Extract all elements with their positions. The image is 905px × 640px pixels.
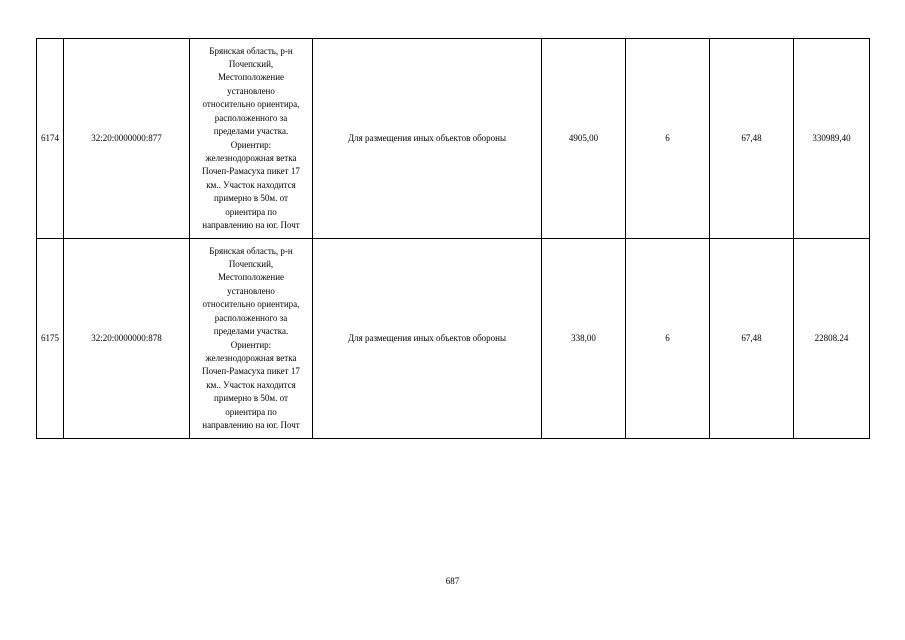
land-purpose: Для размещения иных объектов обороны <box>313 239 542 439</box>
address-line: Ориентир: <box>230 339 272 350</box>
address-line: относительно ориентира, <box>202 99 300 110</box>
row-number: 6174 <box>37 39 64 239</box>
address-line: железнодорожная ветка <box>205 352 297 363</box>
table-row <box>37 39 870 239</box>
address-line: примерно в 50м. от <box>214 193 288 204</box>
address-cell <box>190 39 313 239</box>
address-line: ориентира по <box>225 406 277 417</box>
address-line: примерно в 50м. от <box>214 393 288 404</box>
address-cell <box>190 239 313 439</box>
address-line: пределами участка. <box>213 326 289 337</box>
address-line: ориентира по <box>225 206 277 217</box>
land-group: 6 <box>626 239 710 439</box>
address-line: Ориентир: <box>230 139 272 150</box>
address-line: расположенного за <box>214 312 288 323</box>
specific-value: 67,48 <box>710 239 794 439</box>
address-line: пределами участка. <box>213 126 289 137</box>
specific-value: 67,48 <box>710 39 794 239</box>
address-line: км.. Участок находится <box>206 179 296 190</box>
cadastre-table <box>36 38 870 439</box>
address-line: Местоположение <box>217 72 285 83</box>
address-line: установлено <box>227 85 275 96</box>
cadastral-number: 32:20:0000000:878 <box>64 239 190 439</box>
cadastral-number: 32:20:0000000:877 <box>64 39 190 239</box>
cadastral-value: 22808.24 <box>794 239 870 439</box>
address-line: Почеп-Рамасуха пикет 17 <box>202 166 300 177</box>
address-line: направлению на юг. Почт <box>202 219 300 230</box>
page-number: 687 <box>445 576 460 586</box>
land-purpose: Для размещения иных объектов обороны <box>313 39 542 239</box>
land-area: 338,00 <box>542 239 626 439</box>
address-line: железнодорожная ветка <box>205 152 297 163</box>
land-area: 4905,00 <box>542 39 626 239</box>
address-line: расположенного за <box>214 112 288 123</box>
address-line: Брянская область, р-н <box>209 45 293 56</box>
row-number: 6175 <box>37 239 64 439</box>
table-row <box>37 239 870 439</box>
address-line: направлению на юг. Почт <box>202 419 300 430</box>
address-line: установлено <box>227 285 275 296</box>
cadastral-value: 330989,40 <box>794 39 870 239</box>
address-line: относительно ориентира, <box>202 299 300 310</box>
address-line: км.. Участок находится <box>206 379 296 390</box>
address-line: Местоположение <box>217 272 285 283</box>
address-line: Почепский, <box>228 59 274 70</box>
address-line: Почепский, <box>228 259 274 270</box>
address-line: Брянская область, р-н <box>209 245 293 256</box>
land-group: 6 <box>626 39 710 239</box>
address-line: Почеп-Рамасуха пикет 17 <box>202 366 300 377</box>
